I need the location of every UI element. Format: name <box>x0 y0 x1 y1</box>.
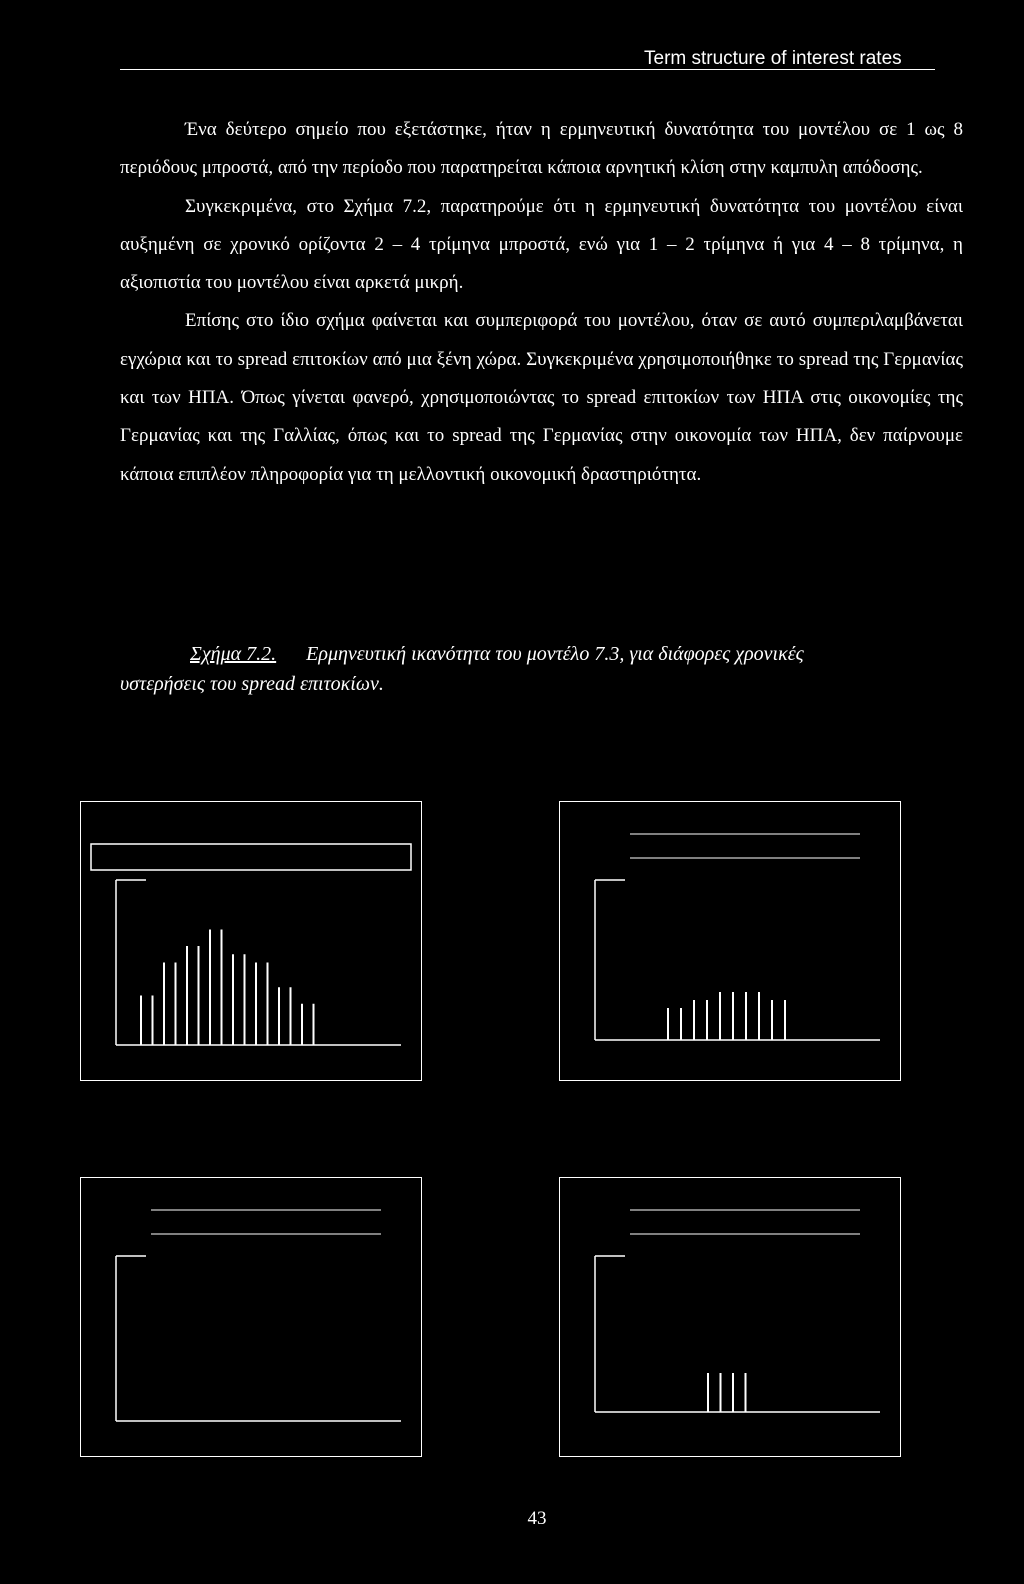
chart-panel <box>559 1177 901 1457</box>
figure-caption-continued: υστερήσεις του spread επιτοκίων. <box>120 673 384 695</box>
paragraph: Συγκεκριμένα, στο Σχήμα 7.2, παρατηρούμε ότι η ερμηνευτική δυνατότητα του μοντέλου είναι αυξημένη σε χρονικό ορίζοντα 2 – 4 τρίμηνα μπροστά, ενώ για 1 – 2 τρίμηνα ή για 4 – 8 τρίμηνα, η αξιοπιστία του μοντέλου είναι αρκετά μικρή. <box>120 195 963 294</box>
page-number: 43 <box>527 1508 547 1529</box>
body-text <box>120 111 963 494</box>
figure-caption <box>190 635 963 673</box>
legend-box <box>91 844 411 870</box>
bar-chart <box>81 1178 423 1458</box>
paragraph: Επίσης στο ίδιο σχήμα φαίνεται και συμπεριφορά του μοντέλου, όταν σε αυτό συμπεριλαμβάνεται εγχώρια και το spread επιτοκίων από μια ξένη χώρα. Συγκεκριμένα χρησιμοποιήθηκε το spread της Γερμανίας και των ΗΠΑ. Όπως γίνεται φανερό, χρησιμοποιώντας το spread επιτοκίων των ΗΠΑ στις οικονομίες της Γερμανίας και της Γαλλίας, όπως και το spread της Γερμανίας στην οικονομία των ΗΠΑ, δεν παίρνουμε κάποια επιπλέον πληροφορία για τη μελλοντική οικονομική δραστηριότητα. <box>120 310 963 485</box>
bar-chart <box>560 1178 902 1458</box>
figure-label: Σχήμα 7.2. <box>190 643 277 665</box>
bar-chart <box>81 802 423 1082</box>
paragraph: Ένα δεύτερο σημείο που εξετάστηκε, ήταν η ερμηνευτική δυνατότητα του μοντέλου σε 1 ως 8 περιόδους μπροστά, από την περίοδο που παρατηρείται κάποια αρνητική κλίση στην καμπυλη απόδοσης. <box>120 119 963 179</box>
running-header: Term structure of interest rates <box>644 48 902 69</box>
chart-panel <box>80 1177 422 1457</box>
header-rule <box>120 69 935 70</box>
chart-panel <box>559 801 901 1081</box>
chart-panel <box>80 801 422 1081</box>
bar-chart <box>560 802 902 1082</box>
figure-caption-text: Ερμηνευτική ικανότητα του μοντέλο 7.3, για διάφορες χρονικές <box>306 643 804 665</box>
